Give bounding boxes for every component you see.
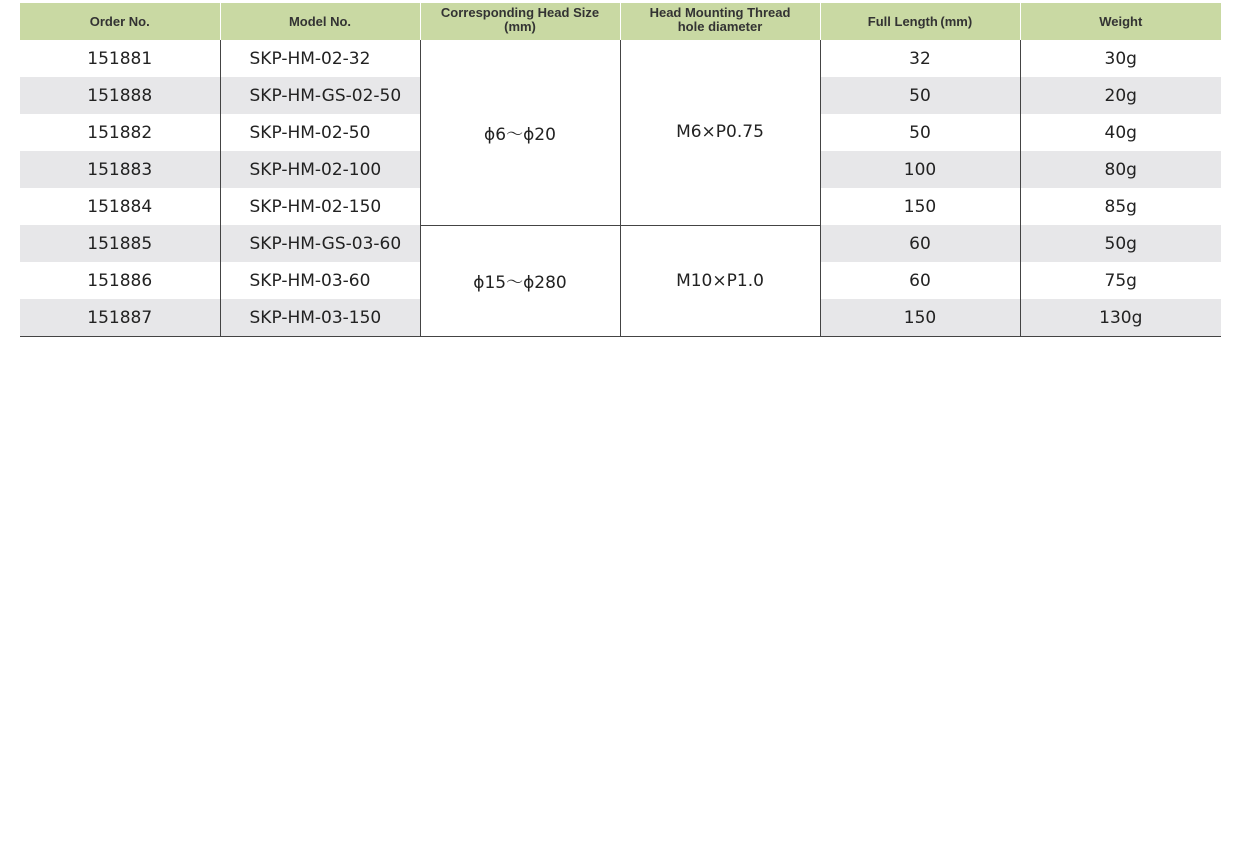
model-no-cell: SKP-HM-02-32 [220, 40, 420, 77]
header-head-size-line2: (mm) [504, 19, 536, 34]
header-thread-line1: Head Mounting Thread [649, 5, 791, 20]
order-no-cell: 151886 [87, 270, 153, 291]
order-no-cell: 151884 [87, 196, 153, 217]
header-full-length: Full Length (mm) [820, 3, 1020, 40]
header-thread-line2: hole diameter [677, 19, 763, 34]
table-row [20, 40, 1221, 77]
model-no-cell: SKP-HM-03-150 [220, 299, 420, 337]
header-model-no: Model No. [220, 3, 420, 40]
model-no-cell: SKP-HM-GS-02-50 [220, 77, 420, 114]
table-row [20, 225, 1221, 262]
header-head-size [420, 3, 620, 40]
header-head-size-line1: Corresponding Head Size [440, 5, 600, 20]
weight-cell: 50g [1020, 225, 1221, 262]
model-no-cell: SKP-HM-02-50 [220, 114, 420, 151]
weight-cell: 80g [1020, 151, 1221, 188]
model-no-cell: SKP-HM-03-60 [220, 262, 420, 299]
head-size-cell: ϕ15～ϕ280 [420, 225, 620, 337]
full-length-cell: 50 [820, 114, 1020, 151]
table-header [20, 3, 1221, 40]
order-no-cell: 151887 [20, 299, 220, 337]
full-length-cell: 150 [820, 299, 1020, 337]
header-thread-diameter [620, 3, 820, 40]
weight-cell: 40g [1020, 114, 1221, 151]
weight-cell: 130g [1020, 299, 1221, 337]
table-body [20, 40, 1221, 337]
full-length-cell: 60 [820, 225, 1020, 262]
full-length-cell: 150 [820, 188, 1020, 225]
full-length-cell: 32 [820, 40, 1020, 77]
thread-diameter-cell: M10×P1.0 [620, 225, 820, 337]
order-no-cell: 151888 [20, 77, 220, 114]
head-size-cell: ϕ6～ϕ20 [420, 40, 620, 225]
weight-cell: 85g [1020, 188, 1221, 225]
order-no-cell: 151881 [87, 48, 153, 69]
thread-diameter-cell: M6×P0.75 [620, 40, 820, 225]
full-length-cell: 50 [820, 77, 1020, 114]
weight-cell: 30g [1020, 40, 1221, 77]
order-no-cell: 151883 [20, 151, 220, 188]
order-no-cell: 151885 [20, 225, 220, 262]
weight-cell: 75g [1020, 262, 1221, 299]
weight-cell: 20g [1020, 77, 1221, 114]
model-no-cell: SKP-HM-02-100 [220, 151, 420, 188]
header-order-no: Order No. [20, 3, 220, 40]
model-no-cell: SKP-HM-GS-03-60 [220, 225, 420, 262]
header-row [20, 3, 1221, 40]
spec-table [20, 3, 1221, 337]
header-weight: Weight [1020, 3, 1221, 40]
full-length-cell: 60 [820, 262, 1020, 299]
model-no-cell: SKP-HM-02-150 [220, 188, 420, 225]
full-length-cell: 100 [820, 151, 1020, 188]
order-no-cell: 151882 [87, 122, 153, 143]
